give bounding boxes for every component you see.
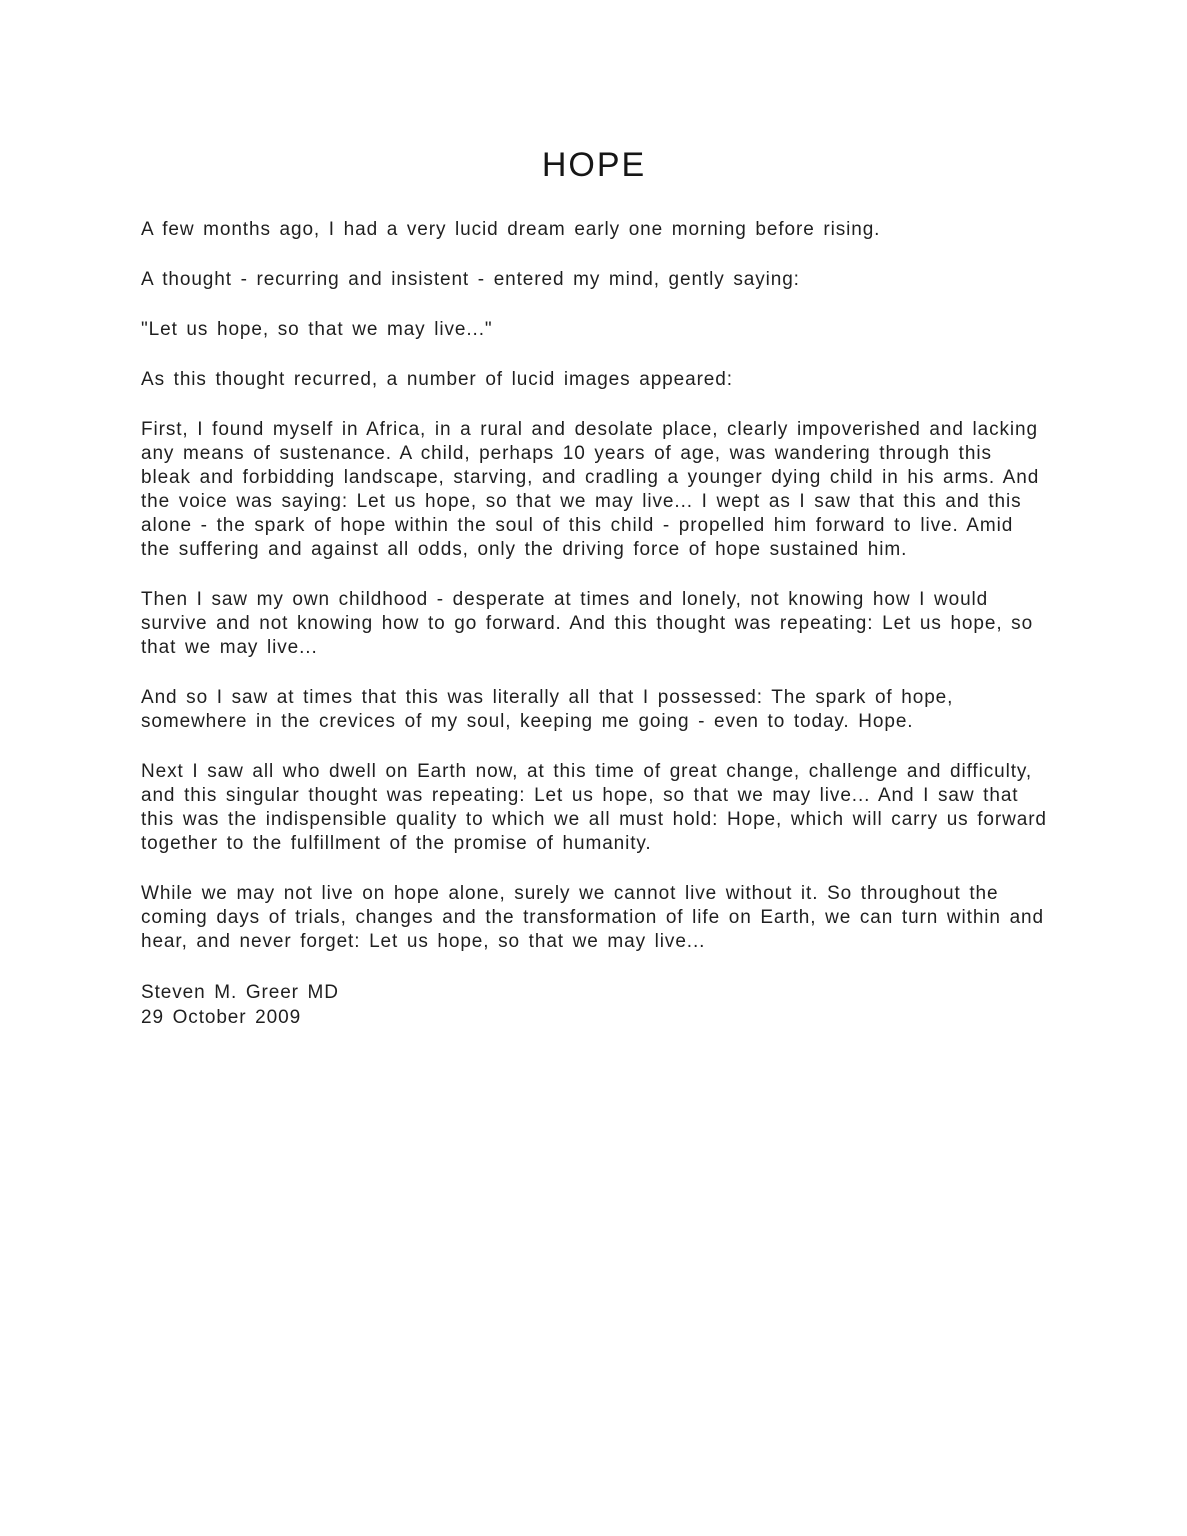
paragraph-quote: "Let us hope, so that we may live..." bbox=[141, 319, 493, 340]
signature-date: 29 October 2009 bbox=[141, 1007, 302, 1028]
paragraph-thought: A thought - recurring and insistent - entered my mind, gently saying: bbox=[141, 269, 800, 290]
paragraph-spark: And so I saw at times that this was literally all that I possessed: The spark of hope, somewhere in the crevices of my soul, keeping me going - even to today. Hope. bbox=[141, 687, 954, 732]
paragraph-images: As this thought recurred, a number of lucid images appeared: bbox=[141, 369, 733, 390]
document-body bbox=[141, 218, 1047, 954]
paragraph-earth: Next I saw all who dwell on Earth now, at this time of great change, challenge and difficulty, and this singular thought was repeating: Let us hope, so that we may live... And I saw that this was the indispensible quality to which we all must hold: Hope, which will carry us forward together to the fulfillment of the promise of humanity. bbox=[141, 761, 1047, 854]
paragraph-africa: First, I found myself in Africa, in a rural and desolate place, clearly impoverished and lacking any means of sustenance. A child, perhaps 10 years of age, was wandering through this bleak and forbidding landscape, starving, and cradling a younger dying child in his arms. And the voice was saying: Let us hope, so that we may live... I wept as I saw that this and this alone - the spark of hope within the soul of this child - propelled him forward to live. Amid the suffering and against all odds, only the driving force of hope sustained him. bbox=[141, 419, 1040, 560]
paragraph-closing: While we may not live on hope alone, surely we cannot live without it. So throughout the coming days of trials, changes and the transformation of life on Earth, we can turn within and hear, and never forget: Let us hope, so that we may live... bbox=[141, 883, 1044, 952]
page-title: HOPE bbox=[541, 146, 647, 184]
signature-name: Steven M. Greer MD bbox=[141, 982, 339, 1003]
paragraph-intro: A few months ago, I had a very lucid dream early one morning before rising. bbox=[141, 219, 881, 240]
paragraph-childhood: Then I saw my own childhood - desperate at times and lonely, not knowing how I would survive and not knowing how to go forward. And this thought was repeating: Let us hope, so that we may live... bbox=[141, 589, 1034, 658]
signature-block bbox=[141, 980, 1047, 1030]
